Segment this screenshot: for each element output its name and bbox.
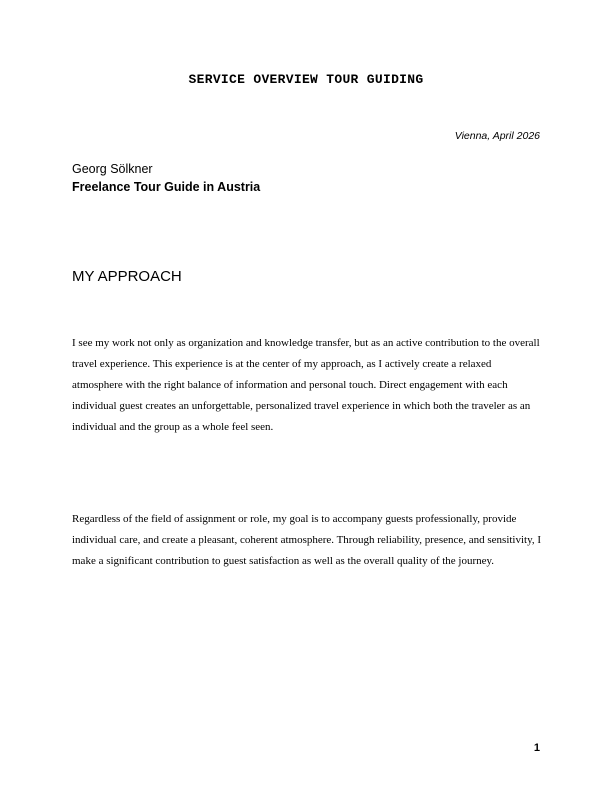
author-role: Freelance Tour Guide in Austria	[72, 180, 261, 194]
paragraph-2: Regardless of the field of assignment or role, my goal is to accompany guests professionally, provide individual care, and create a pleasant, coherent atmosphere. Through reliability, presence, and sensitivity, I make a significant contribution to guest satisfaction as well as the overall quality of the journey.	[72, 513, 542, 567]
document-title: SERVICE OVERVIEW TOUR GUIDING	[188, 72, 424, 87]
page-number: 1	[533, 742, 540, 754]
section-heading: MY APPROACH	[72, 268, 182, 285]
paragraph-1: I see my work not only as organization and knowledge transfer, but as an active contribution to the overall travel experience. This experience is at the center of my approach, as I actively create a relaxed atmosphere with the right balance of information and personal touch. Direct engagement with each individual guest creates an unforgettable, personalized travel experience in which both the traveler as an individual and the group as a whole feel seen.	[72, 337, 540, 433]
date-line: Vienna, April 2026	[454, 130, 540, 142]
author-name: Georg Sölkner	[72, 162, 153, 176]
